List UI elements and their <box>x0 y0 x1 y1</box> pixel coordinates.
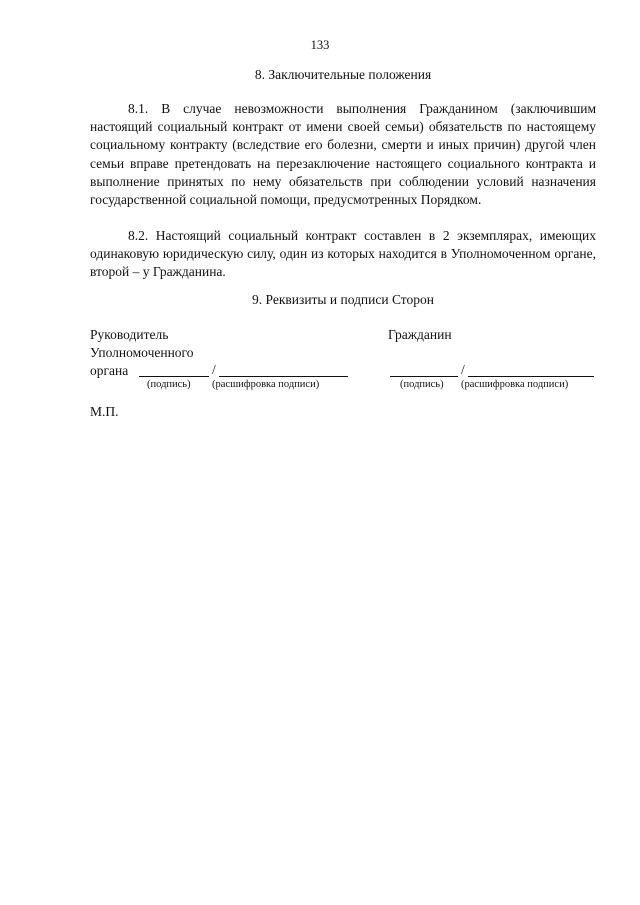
paragraph-8-2: 8.2. Настоящий социальный контракт составлен в 2 экземплярах, имеющих одинаковую юридическую силу, один из которых находится в Уполномоченном органе, второй – у Гражданина. <box>90 228 596 280</box>
left-signature-slash: / <box>212 362 216 377</box>
right-decoding-line <box>468 376 594 377</box>
right-signature-slash: / <box>461 362 465 377</box>
paragraph-8-1: 8.1. В случае невозможности выполнения Гражданином (заключившим настоящий социальный контракт от имени своей семьи) обязательств по настоящему социальному контракту (вследствие его болезни, смерти и иных причин) другой член семьи вправе претендовать на перезаключение настоящего социального контракта и выполнение принятых по нему обязательств при соблюдении условий назначения государственной социальной помощи, предусмотренных Порядком. <box>90 101 596 208</box>
right-signature-line <box>390 376 458 377</box>
left-party-label-line2: Уполномоченного <box>90 345 194 360</box>
left-signature-caption: (подпись) <box>147 379 191 390</box>
left-decoding-caption: (расшифровка подписи) <box>212 379 320 390</box>
page-number: 133 <box>310 38 330 52</box>
right-decoding-caption: (расшифровка подписи) <box>461 379 569 390</box>
right-signature-caption: (подпись) <box>400 379 444 390</box>
right-party-label: Гражданин <box>388 327 452 342</box>
stamp-place-label: М.П. <box>90 404 119 419</box>
section-9-title: 9. Реквизиты и подписи Сторон <box>252 292 434 307</box>
section-8-title: 8. Заключительные положения <box>254 67 432 82</box>
left-party-label-line1: Руководитель <box>90 327 169 342</box>
left-signature-line <box>139 376 209 377</box>
left-party-label-line3: органа <box>90 363 129 378</box>
left-decoding-line <box>219 376 348 377</box>
